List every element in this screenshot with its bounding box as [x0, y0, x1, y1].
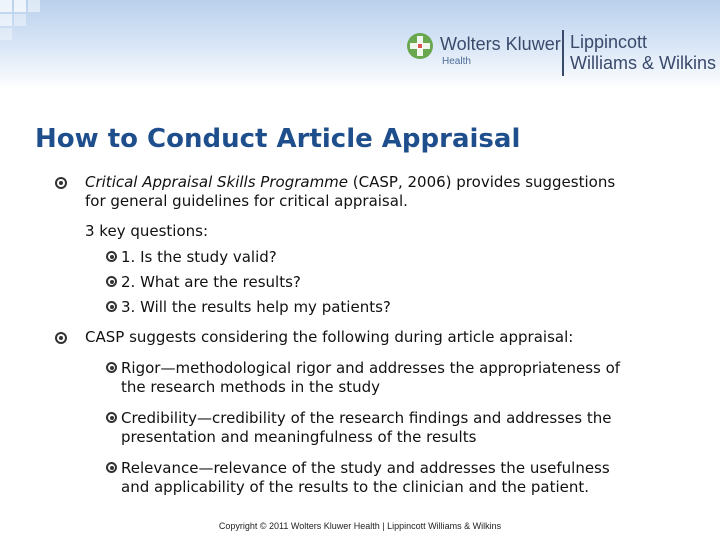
- item-credibility-term: Credibility: [121, 409, 198, 427]
- item-relevance-term: Relevance: [121, 459, 199, 477]
- logo-divider: [562, 30, 564, 76]
- slide-title: How to Conduct Article Appraisal: [35, 124, 521, 154]
- item-credibility-line2: presentation and meaningfulness of the results: [121, 428, 477, 446]
- question-3: 3. Will the results help my patients?: [121, 298, 391, 316]
- bullet-icon: [106, 362, 117, 373]
- bullet-2: CASP suggests considering the following during article appraisal:: [85, 328, 574, 346]
- bullet-icon: [106, 462, 117, 473]
- bullet-1-rest: (CASP, 2006) provides suggestions: [348, 173, 616, 191]
- question-1: 1. Is the study valid?: [121, 248, 277, 266]
- key-questions-label: 3 key questions:: [85, 222, 209, 240]
- copyright-footer: Copyright © 2011 Wolters Kluwer Health | Lippincott Williams & Wilkins: [218, 521, 502, 531]
- bullet-icon: [106, 276, 117, 287]
- bullet-icon: [55, 332, 67, 344]
- question-2: 2. What are the results?: [121, 273, 301, 291]
- item-relevance-desc: —relevance of the study and addresses the usefulness: [198, 459, 610, 477]
- lippincott-line2: Williams & Wilkins: [570, 53, 716, 73]
- bullet-1-line1: [85, 173, 615, 192]
- casp-program-name: Critical Appraisal Skills Programme: [85, 173, 349, 191]
- bullet-1-line2: for general guidelines for critical appraisal.: [85, 192, 408, 210]
- item-credibility-line1: [121, 409, 611, 428]
- wolters-kluwer-logo-icon: [406, 32, 434, 60]
- item-rigor-line2: the research methods in the study: [121, 378, 380, 396]
- item-relevance-line2: and applicability of the results to the clinician and the patient.: [121, 478, 590, 496]
- bullet-icon: [55, 177, 67, 189]
- bullet-icon: [106, 301, 117, 312]
- bullet-icon: [106, 412, 117, 423]
- item-rigor-desc: —methodological rigor and addresses the appropriateness of: [160, 359, 621, 377]
- header-band: [0, 0, 720, 90]
- health-label: Health: [442, 56, 471, 67]
- item-relevance-line1: [121, 459, 610, 478]
- item-rigor-term: Rigor: [121, 359, 161, 377]
- item-rigor-line1: [121, 359, 620, 378]
- wolters-kluwer-name: Wolters Kluwer: [440, 34, 561, 54]
- item-credibility-desc: —credibility of the research findings and addresses the: [197, 409, 612, 427]
- lippincott-line1: Lippincott: [570, 32, 648, 52]
- lippincott-name: [570, 32, 716, 74]
- bullet-icon: [106, 251, 117, 262]
